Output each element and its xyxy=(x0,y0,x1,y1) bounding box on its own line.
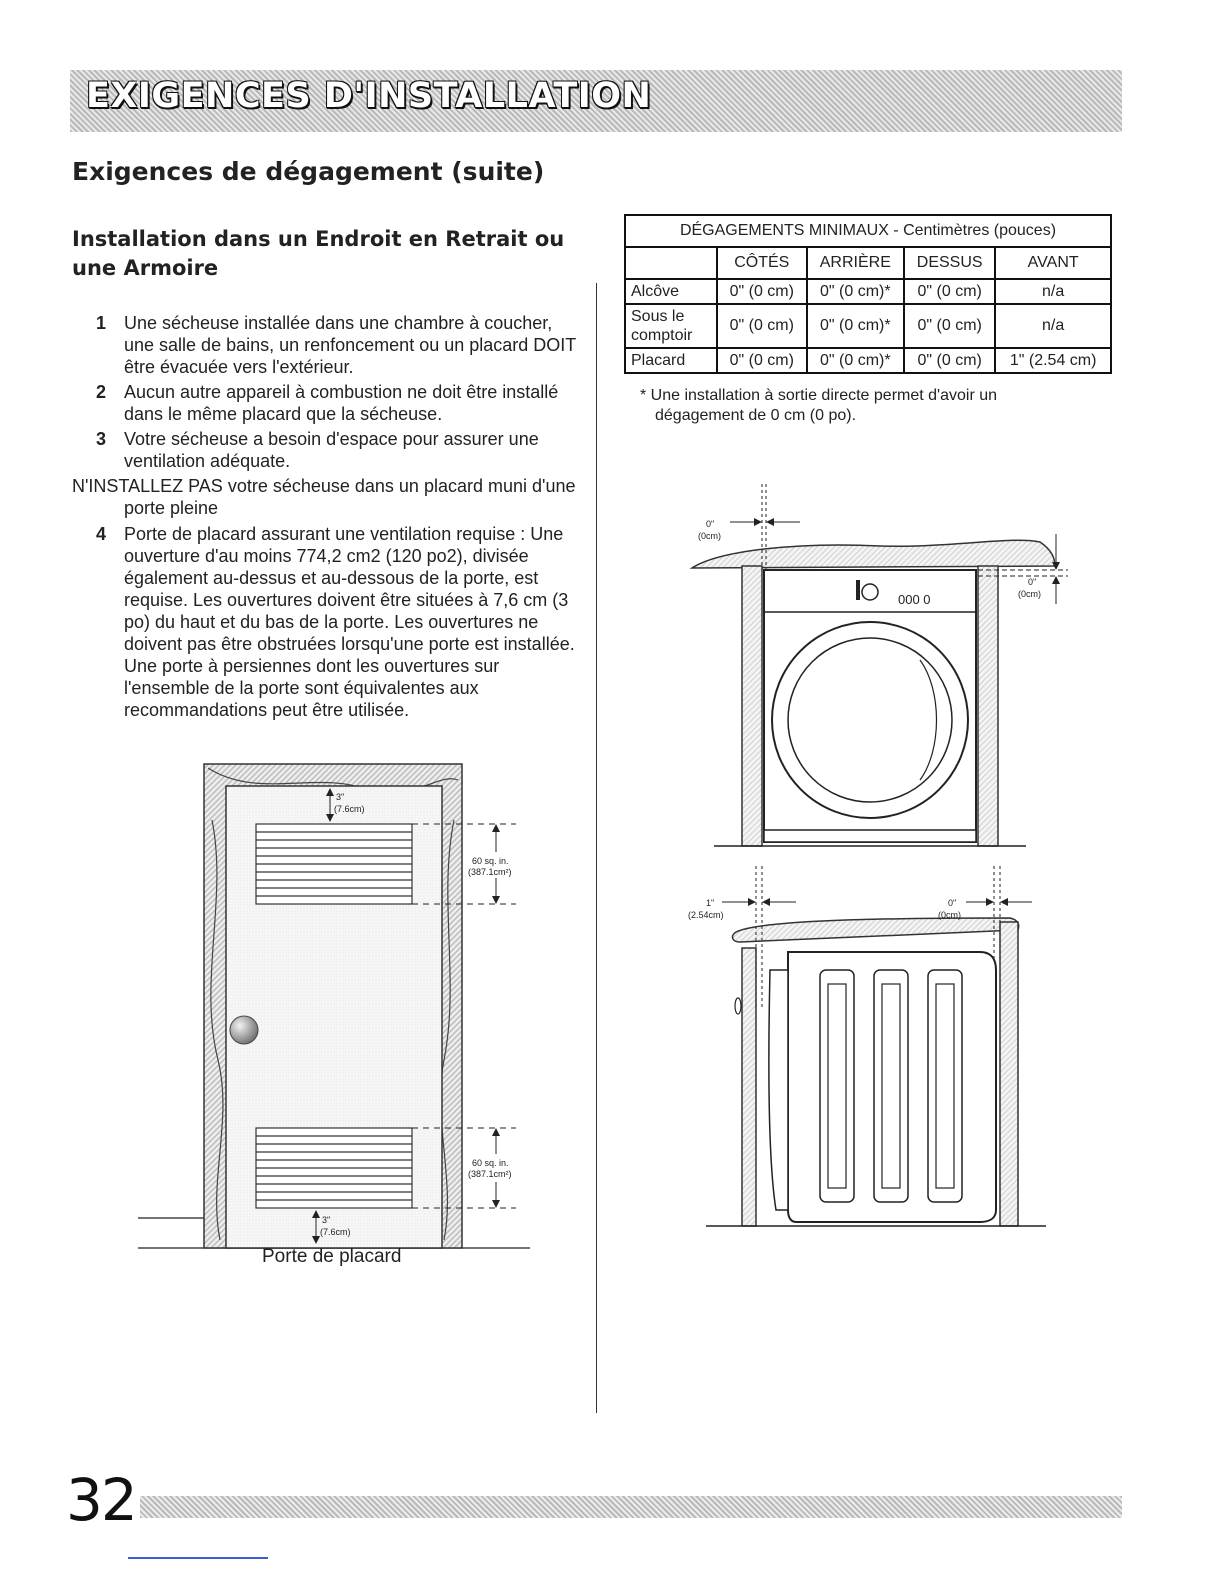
door-bottom-vent-label: 60 sq. in. xyxy=(472,1158,509,1168)
step-number: 4 xyxy=(96,524,107,544)
door-top-vent-label: 60 sq. in. xyxy=(472,856,509,866)
front-side-gap-cm: (0cm) xyxy=(698,531,721,541)
table-row xyxy=(625,348,1111,373)
side-front-gap-label: 1" xyxy=(706,898,715,908)
rear-wall xyxy=(1000,922,1018,1226)
left-wall xyxy=(742,566,762,846)
dryer-side-view xyxy=(680,860,1080,1240)
table-caption: DÉGAGEMENTS MINIMAUX - Centimètres (pouces) xyxy=(625,215,1111,247)
table-cell: n/a xyxy=(995,304,1111,348)
step-text: Votre sécheuse a besoin d'espace pour assurer une ventilation adéquate. xyxy=(124,429,539,471)
door-knob xyxy=(230,1016,258,1044)
step-text: Une sécheuse installée dans une chambre à coucher, une salle de bains, un renfoncement ou un placard DOIT être évacuée vers l'extérieur. xyxy=(124,313,576,377)
column-header: AVANT xyxy=(995,247,1111,279)
step-number: 1 xyxy=(96,313,107,333)
row-label: Sous le comptoir xyxy=(625,304,717,348)
bottom-vent xyxy=(256,1128,412,1208)
row-label: Alcôve xyxy=(625,279,717,304)
table-cell: 0" (0 cm) xyxy=(904,279,995,304)
table-cell: n/a xyxy=(995,279,1111,304)
warning-text: N'INSTALLEZ PAS votre sécheuse dans un placard muni d'une porte pleine xyxy=(72,476,576,518)
dryer-display: 000 0 xyxy=(898,592,931,607)
step-text: Porte de placard assurant une ventilation requise : Une ouverture d'au moins 774,2 cm2 (120 po2), divisée également au-dessus et au-dessous de la porte, est requise. Les ouvertures doivent être situées à 7,6 cm (3 po) du haut et du bas de la porte. Les ouvertures ne doivent pas être obstruées lorsqu'une porte est installée. Une porte à persiennes dont les ouvertures sur l'ensemble de la porte sont équivalentes aux recommandations peut être utilisée. xyxy=(124,524,575,720)
footer-rule xyxy=(128,1557,268,1559)
column-divider xyxy=(596,283,597,1413)
clearance-table xyxy=(624,214,1112,374)
door-caption: Porte de placard xyxy=(262,1246,402,1267)
step-number: 3 xyxy=(96,429,107,449)
footer-band xyxy=(140,1496,1122,1518)
front-side-gap-label: 0" xyxy=(706,519,715,529)
steps-list xyxy=(72,312,587,724)
column-header xyxy=(625,247,717,279)
side-front-gap-cm: (2.54cm) xyxy=(688,910,724,920)
step-number: 2 xyxy=(96,382,107,402)
side-rear-gap-label: 0" xyxy=(948,898,957,908)
subsection-title: Installation dans un Endroit en Retrait ou une Armoire xyxy=(72,227,565,280)
step-text: Aucun autre appareil à combustion ne doit être installé dans le même placard que la sécheuse. xyxy=(124,382,559,424)
step-item xyxy=(72,312,587,378)
page-number: 32 xyxy=(66,1466,136,1534)
column-header: ARRIÈRE xyxy=(807,247,905,279)
step-item xyxy=(72,381,587,425)
side-rear-gap-cm: (0cm) xyxy=(938,910,961,920)
banner-title: EXIGENCES D'INSTALLATION xyxy=(86,76,652,116)
door-bottom-gap-label: 3" xyxy=(322,1215,331,1225)
table-cell: 0" (0 cm) xyxy=(717,348,807,373)
step-item xyxy=(72,428,587,472)
table-cell: 0" (0 cm)* xyxy=(807,279,905,304)
table-cell: 0" (0 cm)* xyxy=(807,304,905,348)
table-cell: 0" (0 cm) xyxy=(904,348,995,373)
door-jamb xyxy=(742,948,756,1226)
table-cell: 0" (0 cm) xyxy=(904,304,995,348)
right-wall xyxy=(978,566,998,846)
column-header: CÔTÉS xyxy=(717,247,807,279)
table-cell: 0" (0 cm)* xyxy=(807,348,905,373)
column-header: DESSUS xyxy=(904,247,995,279)
closet-door-illustration xyxy=(138,760,538,1250)
door-bottom-vent-cm: (387.1cm²) xyxy=(468,1169,512,1179)
table-cell: 1" (2.54 cm) xyxy=(995,348,1111,373)
front-top-gap-label: 0" xyxy=(1028,577,1037,587)
table-footnote: * Une installation à sortie directe permet d'avoir un dégagement de 0 cm (0 po). xyxy=(640,387,998,424)
table-row xyxy=(625,279,1111,304)
section-title: Exigences de dégagement (suite) xyxy=(72,157,545,186)
door-top-gap-label: 3" xyxy=(336,792,345,802)
door-top-vent-cm: (387.1cm²) xyxy=(468,867,512,877)
dryer-front-view xyxy=(680,480,1080,860)
door-top-gap-cm: (7.6cm) xyxy=(334,804,365,814)
door-bottom-gap-cm: (7.6cm) xyxy=(320,1227,351,1237)
table-cell: 0" (0 cm) xyxy=(717,304,807,348)
table-row xyxy=(625,304,1111,348)
table-cell: 0" (0 cm) xyxy=(717,279,807,304)
top-vent xyxy=(256,824,412,904)
front-top-gap-cm: (0cm) xyxy=(1018,589,1041,599)
countertop xyxy=(692,540,1054,568)
table-header-row xyxy=(625,247,1111,279)
step-item xyxy=(72,523,587,721)
side-countertop xyxy=(733,918,1019,942)
row-label: Placard xyxy=(625,348,717,373)
header-banner xyxy=(70,70,1122,132)
